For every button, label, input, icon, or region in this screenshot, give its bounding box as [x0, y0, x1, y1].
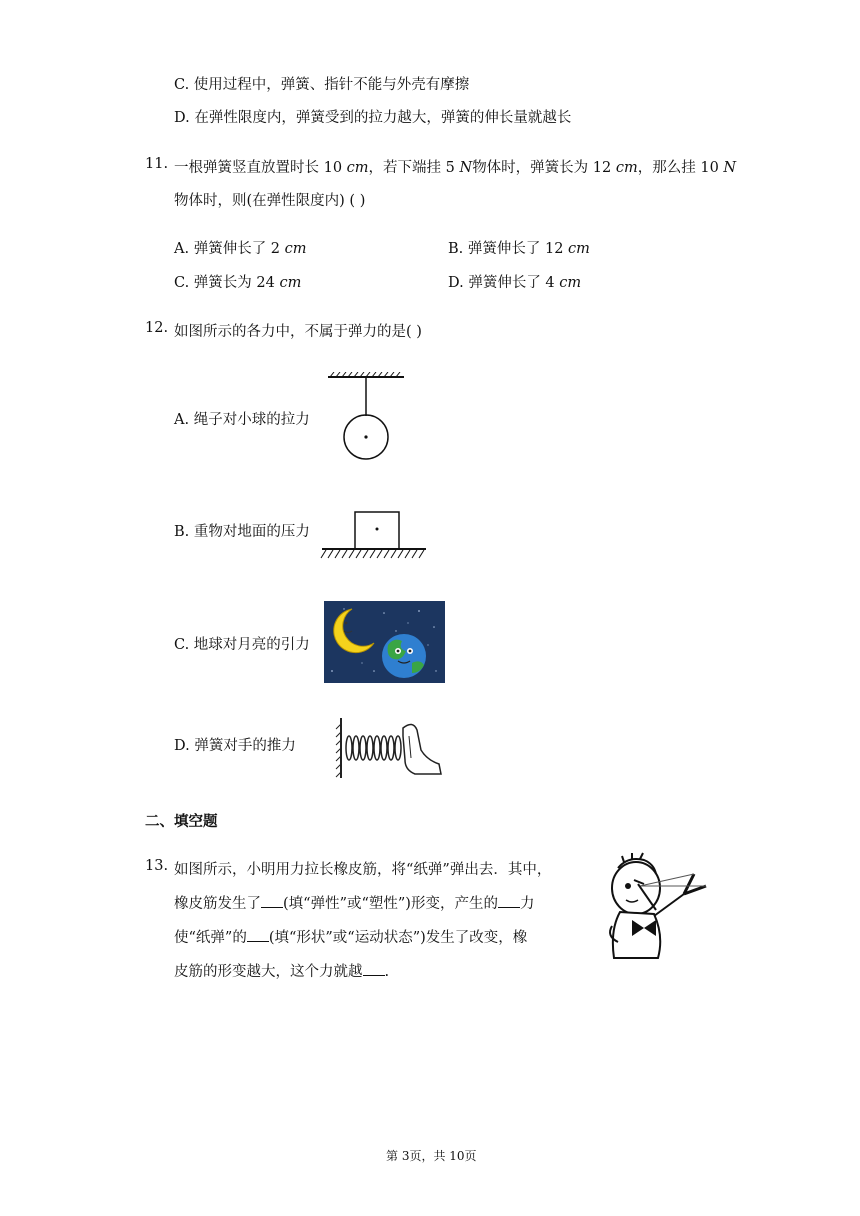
q12-stem: 如图所示的各力中，不属于弹力的是( ) — [174, 324, 422, 340]
q12-option-d: D. 弹簧对手的推力 — [174, 738, 296, 754]
q11-stem-part-b: ，若下端挂 5 — [368, 160, 460, 176]
q10-option-d: D. 在弹性限度内，弹簧受到的拉力越大，弹簧的伸长量就越长 — [174, 110, 572, 126]
q11-stem-part-a: 一根弹簧竖直放置时长 10 — [174, 160, 347, 176]
answer-blank-3[interactable] — [247, 929, 269, 942]
q13-line3-a: 使“纸弹”的 — [174, 930, 247, 946]
q11-number: 11. — [145, 156, 169, 172]
q13-line2-b: (填“弹性”或“塑性”)形变，产生的 — [283, 896, 498, 912]
answer-blank-1[interactable] — [261, 895, 283, 908]
q13-line3-b: (填“形状”或“运动状态”)发生了改变，橡 — [268, 930, 528, 946]
q13-number: 13. — [145, 858, 169, 874]
unit-cm: cm — [568, 241, 590, 257]
q13-line2-c: 力 — [519, 896, 535, 912]
q13-line2 — [174, 892, 534, 913]
boy-slingshot-figure — [598, 850, 714, 962]
q11-stem-part-d: ，那么挂 10 — [637, 160, 724, 176]
section-title: 二、填空题 — [145, 813, 218, 830]
q11-option-a-text: A. 弹簧伸长了 2 — [174, 241, 285, 257]
q13-line4-a: 皮筋的形变越大，这个力就越 — [174, 964, 363, 980]
q11-option-b — [448, 237, 590, 258]
q10-option-c: C. 使用过程中，弹簧、指针不能与外壳有摩擦 — [174, 77, 470, 93]
q13-line4 — [174, 960, 389, 981]
q12-number: 12. — [145, 320, 169, 336]
q11-stem-line1 — [174, 156, 736, 177]
q11-option-c — [174, 271, 301, 292]
block-on-ground-figure — [318, 508, 428, 562]
q12-option-b: B. 重物对地面的压力 — [174, 524, 310, 540]
q13-line1: 如图所示，小明用力拉长橡皮筋，将“纸弹”弹出去．其中， — [174, 862, 552, 878]
q12-option-c: C. 地球对月亮的引力 — [174, 637, 310, 653]
unit-cm: cm — [346, 160, 369, 176]
unit-cm: cm — [284, 241, 307, 257]
answer-blank-2[interactable] — [498, 895, 520, 908]
q11-option-b-text: B. 弹簧伸长了 12 — [448, 241, 569, 257]
unit-n: N — [459, 160, 473, 176]
moon-earth-figure — [324, 601, 445, 683]
unit-cm: cm — [559, 275, 582, 291]
unit-cm: cm — [615, 160, 638, 176]
q13-line4-b: . — [384, 964, 390, 980]
unit-cm: cm — [279, 275, 302, 291]
q11-stem-line2: 物体时，则(在弹性限度内) ( ) — [174, 193, 366, 209]
q11-option-d — [448, 271, 581, 292]
q13-line3 — [174, 926, 527, 947]
spring-hand-figure — [327, 714, 445, 782]
q11-stem-part-c: 物体时，弹簧长为 12 — [472, 160, 616, 176]
pendulum-ball-figure — [320, 372, 410, 464]
q13-line2-a: 橡皮筋发生了 — [174, 896, 261, 912]
q12-option-a: A. 绳子对小球的拉力 — [174, 412, 310, 428]
page-footer: 第 3页，共 10页 — [386, 1149, 477, 1163]
unit-n: N — [723, 160, 737, 176]
q11-option-c-text: C. 弹簧长为 24 — [174, 275, 280, 291]
answer-blank-4[interactable] — [363, 963, 385, 976]
q11-option-a — [174, 237, 307, 258]
q11-option-d-text: D. 弹簧伸长了 4 — [448, 275, 560, 291]
